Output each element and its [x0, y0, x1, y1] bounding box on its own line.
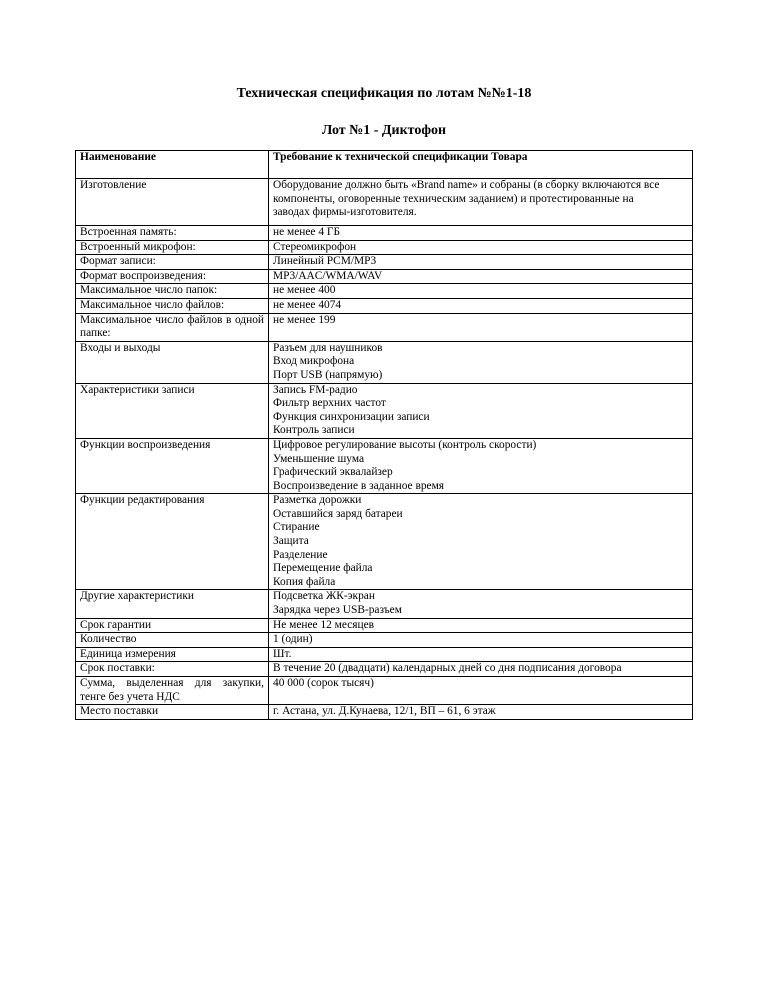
table-row	[76, 438, 693, 493]
requirement-line: Контроль записи	[273, 424, 355, 437]
requirement-line: Стереомикрофон	[273, 240, 357, 253]
parameter-requirement	[269, 240, 693, 255]
requirement-line: Копия файла	[273, 575, 336, 588]
requirement-line: 1 (один)	[273, 633, 313, 646]
parameter-name: Максимальное число файлов:	[76, 298, 269, 313]
parameter-requirement	[269, 662, 693, 677]
header-requirement: Требование к технической спецификации Товара	[269, 151, 693, 179]
parameter-name: Срок поставки:	[76, 662, 269, 677]
parameter-name: Характеристики записи	[76, 383, 269, 438]
parameter-requirement	[269, 705, 693, 720]
table-row	[76, 494, 693, 590]
table-row	[76, 590, 693, 618]
parameter-name: Функции воспроизведения	[76, 438, 269, 493]
parameter-requirement	[269, 313, 693, 341]
table-row	[76, 677, 693, 705]
parameter-name: Максимальное число файлов в одной папке:	[76, 313, 269, 341]
parameter-requirement	[269, 438, 693, 493]
parameter-name: Формат воспроизведения:	[76, 269, 269, 284]
requirement-line: не менее 400	[273, 284, 336, 297]
parameter-requirement	[269, 255, 693, 270]
requirement-line: Защита	[273, 535, 309, 548]
table-row	[76, 341, 693, 383]
requirement-line: MP3/AAC/WMA/WAV	[273, 269, 383, 282]
requirement-line: Графический эквалайзер	[273, 466, 393, 479]
requirement-line: Перемещение файла	[273, 562, 373, 575]
requirement-line: г. Астана, ул. Д.Кунаева, 12/1, ВП – 61, 6 этаж	[273, 705, 496, 718]
requirement-line: Разделение	[273, 548, 328, 561]
table-row	[76, 313, 693, 341]
table-row	[76, 226, 693, 241]
parameter-name: Срок гарантии	[76, 618, 269, 633]
parameter-name: Сумма, выделенная для закупки, тенге без учета НДС	[76, 677, 269, 705]
table-row	[76, 618, 693, 633]
table-row	[76, 633, 693, 648]
requirement-line: Уменьшение шума	[273, 452, 365, 465]
parameter-name: Максимальное число папок:	[76, 284, 269, 299]
parameter-requirement	[269, 494, 693, 590]
parameter-name: Единица измерения	[76, 647, 269, 662]
table-row	[76, 269, 693, 284]
parameter-requirement	[269, 677, 693, 705]
table-header-row	[76, 151, 693, 179]
requirement-line: Разметка дорожки	[273, 494, 362, 507]
parameter-requirement	[269, 226, 693, 241]
requirement-line: Шт.	[273, 647, 292, 660]
parameter-name: Входы и выходы	[76, 341, 269, 383]
requirement-line: Подсветка ЖК-экран	[273, 590, 375, 603]
requirement-line: Стирание	[273, 521, 320, 534]
requirement-line: Оставшийся заряд батареи	[273, 507, 403, 520]
table-row	[76, 240, 693, 255]
table-row	[76, 284, 693, 299]
parameter-name: Место поставки	[76, 705, 269, 720]
table-row	[76, 383, 693, 438]
table-row	[76, 662, 693, 677]
specification-table	[75, 150, 693, 720]
parameter-requirement	[269, 633, 693, 648]
requirement-line: Запись FM-радио	[273, 383, 358, 396]
parameter-requirement	[269, 341, 693, 383]
requirement-line: Порт USB (напрямую)	[273, 368, 383, 381]
parameter-requirement	[269, 269, 693, 284]
parameter-name: Встроенный микрофон:	[76, 240, 269, 255]
requirement-line: Воспроизведение в заданное время	[273, 479, 445, 492]
parameter-requirement	[269, 284, 693, 299]
requirement-line: Фильтр верхних частот	[273, 397, 386, 410]
table-row	[76, 179, 693, 226]
parameter-requirement	[269, 590, 693, 618]
requirement-line: заводах фирмы-изготовителя.	[273, 206, 417, 219]
parameter-name: Количество	[76, 633, 269, 648]
requirement-line: Функция синхронизации записи	[273, 410, 430, 423]
requirement-line: Не менее 12 месяцев	[273, 618, 375, 631]
requirement-line: Зарядка через USB-разъем	[273, 604, 402, 617]
requirement-line: не менее 4074	[273, 298, 342, 311]
requirement-line: 40 000 (сорок тысяч)	[273, 677, 374, 689]
parameter-requirement	[269, 383, 693, 438]
lot-title: Лот №1 - Диктофон	[321, 123, 447, 138]
table-row	[76, 705, 693, 720]
parameter-name: Формат записи:	[76, 255, 269, 270]
requirement-line: Цифровое регулирование высоты (контроль скорости)	[273, 438, 537, 451]
header-name: Наименование	[76, 151, 269, 179]
requirement-line: Разъем для наушников	[273, 341, 383, 354]
requirement-line: компоненты, оговоренные техническим заданием) и протестированные на	[273, 192, 634, 205]
parameter-requirement	[269, 647, 693, 662]
parameter-requirement	[269, 298, 693, 313]
requirement-line: не менее 199	[273, 313, 336, 326]
parameter-name: Изготовление	[76, 179, 269, 226]
parameter-name: Встроенная память:	[76, 226, 269, 241]
requirement-line: Линейный PCM/MP3	[273, 255, 377, 268]
parameter-name: Другие характеристики	[76, 590, 269, 618]
requirement-line: Оборудование должно быть «Brand name» и собраны (в сборку включаются все	[273, 179, 660, 191]
parameter-requirement	[269, 179, 693, 226]
table-row	[76, 255, 693, 270]
requirement-line: не менее 4 ГБ	[273, 226, 340, 238]
parameter-name: Функции редактирования	[76, 494, 269, 590]
requirement-line: Вход микрофона	[273, 355, 355, 368]
document-title: Техническая спецификация по лотам №№1-18	[236, 86, 532, 101]
parameter-requirement	[269, 618, 693, 633]
table-row	[76, 298, 693, 313]
table-row	[76, 647, 693, 662]
requirement-line: В течение 20 (двадцати) календарных дней со дня подписания договора	[273, 662, 622, 675]
